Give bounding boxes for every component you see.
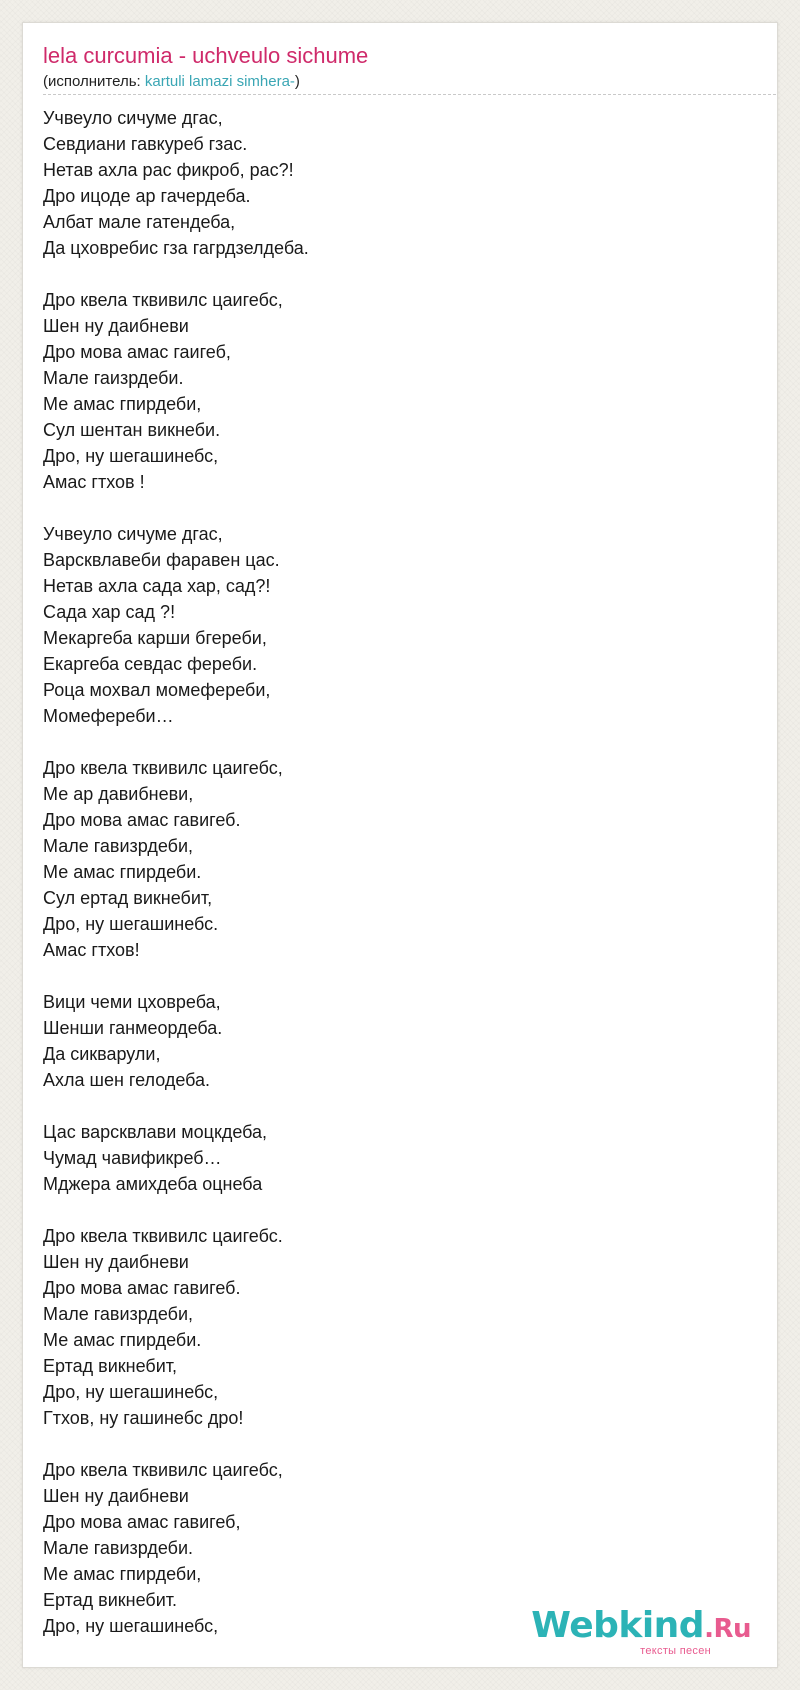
lyrics-card [22, 22, 778, 1668]
lyrics-line: Дро мова амас гавигеб. [43, 810, 241, 830]
lyrics-line: Сул ертад викнебит, [43, 888, 213, 908]
lyrics-line: Дро мова амас гаигеб, [43, 342, 231, 362]
lyrics-stanza [43, 521, 743, 729]
song-title: lela curcumia - uchveulo sichume [43, 43, 369, 68]
lyrics-line: Да сикварули, [43, 1044, 161, 1064]
lyrics-line: Ме ар давибневи, [43, 784, 194, 804]
lyrics-line: Екаргеба севдас фереби. [43, 654, 258, 674]
lyrics-line: Дро квела тквивилс цаигебс. [43, 1226, 283, 1246]
lyrics-line: Сада хар сад ?! [43, 602, 176, 622]
lyrics-line: Ме амас гпирдеби, [43, 394, 202, 414]
lyrics-line: Гтхов, ну гашинебс дро! [43, 1408, 244, 1428]
lyrics-line: Варсквлавеби фаравен цас. [43, 550, 280, 570]
lyrics-line: Да цховребис гза гагрдзелдеба. [43, 238, 309, 258]
lyrics-line: Мале гавизрдеби. [43, 1538, 194, 1558]
lyrics-line: Дро квела тквивилс цаигебс, [43, 758, 283, 778]
lyrics-line: Дро квела тквивилс цаигебс, [43, 1460, 283, 1480]
lyrics-line: Цас варсквлави моцкдеба, [43, 1122, 268, 1142]
lyrics-line: Шенши ганмеордеба. [43, 1018, 223, 1038]
site-logo[interactable] [531, 1605, 751, 1657]
lyrics-stanza [43, 755, 743, 963]
lyrics-line: Нетав ахла сада хар, сад?! [43, 576, 271, 596]
lyrics-line: Ертад викнебит. [43, 1590, 178, 1610]
lyrics-line: Шен ну даибневи [43, 1486, 189, 1506]
logo-word: Webkind [531, 1605, 705, 1646]
lyrics-line: Амас гтхов! [43, 940, 140, 960]
lyrics-line: Севдиани гавкуреб гзас. [43, 134, 248, 154]
header-divider [43, 94, 778, 95]
lyrics-line: Ахла шен гелодеба. [43, 1070, 211, 1090]
lyrics-line: Сул шентан викнеби. [43, 420, 221, 440]
lyrics-line: Дро мова амас гавигеб. [43, 1278, 241, 1298]
lyrics-body [43, 105, 743, 1665]
lyrics-line: Момефереби… [43, 706, 174, 726]
logo-subtitle: тексты песен [640, 1645, 711, 1657]
lyrics-line: Мале гаизрдеби. [43, 368, 184, 388]
lyrics-line: Роца мохвал момефереби, [43, 680, 271, 700]
lyrics-stanza [43, 1119, 743, 1197]
lyrics-line: Учвеуло сичуме дгас, [43, 108, 223, 128]
lyrics-line: Вици чеми цховреба, [43, 992, 221, 1012]
lyrics-line: Дро, ну шегашинебс, [43, 446, 219, 466]
artist-suffix: ) [294, 73, 300, 90]
lyrics-line: Ме амас гпирдеби. [43, 1330, 202, 1350]
lyrics-line: Ертад викнебит, [43, 1356, 178, 1376]
artist-link[interactable]: kartuli lamazi simhera- [144, 73, 295, 90]
lyrics-line: Дро ицоде ар гачердеба. [43, 186, 251, 206]
logo-tld: .Ru [704, 1614, 751, 1644]
lyrics-line: Дро квела тквивилс цаигебс, [43, 290, 283, 310]
lyrics-line: Мале гавизрдеби, [43, 836, 194, 856]
lyrics-line: Дро, ну шегашинебс. [43, 914, 219, 934]
lyrics-line: Албат мале гатендеба, [43, 212, 236, 232]
lyrics-stanza [43, 287, 743, 495]
lyrics-line: Чумад чавификреб… [43, 1148, 222, 1168]
lyrics-stanza [43, 1223, 743, 1431]
lyrics-line: Мджера амихдеба оцнеба [43, 1174, 263, 1194]
lyrics-line: Ме амас гпирдеби. [43, 862, 202, 882]
lyrics-line: Шен ну даибневи [43, 316, 189, 336]
lyrics-line: Дро мова амас гавигеб, [43, 1512, 241, 1532]
lyrics-stanza [43, 989, 743, 1093]
lyrics-stanza [43, 105, 743, 261]
lyrics-line: Нетав ахла рас фикроб, рас?! [43, 160, 294, 180]
lyrics-line: Дро, ну шегашинебс, [43, 1616, 219, 1636]
lyrics-line: Учвеуло сичуме дгас, [43, 524, 223, 544]
artist-line [43, 73, 300, 90]
lyrics-line: Мекаргеба карши бгереби, [43, 628, 267, 648]
artist-prefix: (исполнитель: [43, 73, 145, 90]
lyrics-line: Дро, ну шегашинебс, [43, 1382, 219, 1402]
lyrics-line: Ме амас гпирдеби, [43, 1564, 202, 1584]
lyrics-line: Мале гавизрдеби, [43, 1304, 194, 1324]
lyrics-line: Амас гтхов ! [43, 472, 145, 492]
lyrics-line: Шен ну даибневи [43, 1252, 189, 1272]
